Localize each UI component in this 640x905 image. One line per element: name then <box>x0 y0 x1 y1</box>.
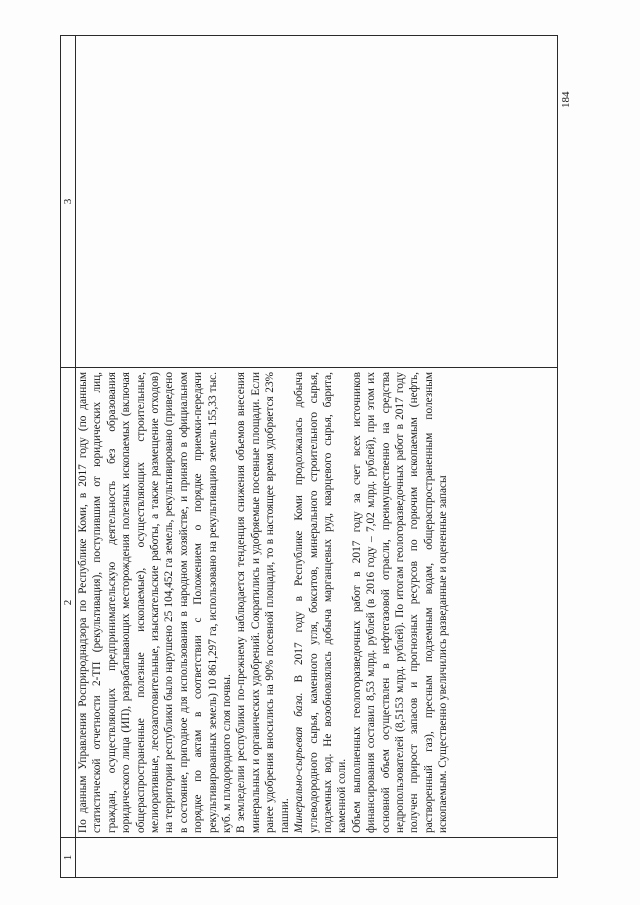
header-col-1: 1 <box>61 838 76 878</box>
paragraph-fertilizers: В земледелии республики по-прежнему наблюдается тенденция снижения объемов внесения минеральных и органических удобрений. Сократились и удобряемые посевные площади. Если ранее удобрения вносились на 90% посевной площади, то в настоящее время удобряется 23% пашни. <box>235 372 291 833</box>
rotated-table-canvas <box>60 36 580 878</box>
body-col-2 <box>76 368 558 838</box>
paragraph-geological-works: Объем выполненных геологоразведочных работ в 2017 году за счет всех источников финансирования составил 8,53 млрд. рублей (в 2016 году – 7,02 млрд. рублей), при этом их основной объем осуществлен в нефтегазовой отрасли, преимущественно на средства недропользователей (8,5153 млрд. рублей). По итогам геологоразведочных работ в 2017 году получен прирост запасов и прогнозных ресурсов по горючим ископаемым (нефть, растворенный газ), пресным подземным водам, общераспространенным полезным ископаемым. Существенно увеличились разведанные и оцененные запасы <box>350 372 450 833</box>
page-number: 184 <box>560 91 572 108</box>
header-col-3: 3 <box>61 36 76 368</box>
document-table <box>60 35 558 878</box>
mineral-base-heading: Минерально-сырьевая база. <box>293 692 306 833</box>
body-col-3 <box>76 36 558 368</box>
table-header-row <box>61 36 76 878</box>
body-col-1 <box>76 838 558 878</box>
table-body-row <box>76 36 558 878</box>
header-col-2: 2 <box>61 368 76 838</box>
paragraph-land-reclamation: По данным Управления Росприроднадзора по Республике Коми, в 2017 году (по данным статистической отчетности 2-ТП (рекультивация), поступившим от юридических лиц, граждан, осуществляющих предпринимательскую деятельность без образования юридического лица (ИП), разрабатывающих месторождения полезных ископаемых (включая общераспространенные полезные ископаемые), осуществляющих строительные, мелиоративные, лесозаготовительные, изыскательские работы, а также размещение отходов) на территории республики было нарушено 25 104,452 га земель, рекультивировано (приведено в состояние, пригодное для использования в народном хозяйстве, и принято в официальном порядке по актам в соответствии с Положением о порядке приемки-передачи рекультивированных земель) 10 861,297 га, использовано на рекультивацию земель 155,33 тыс. куб. м плодородного слоя почвы. <box>77 372 234 833</box>
paragraph-mineral-base: Минерально-сырьевая база. В 2017 году в Республике Коми продолжалась добыча углеводородного сырья, каменного угля, бокситов, минерального строительного сырья, подземных вод. Не возобновлялась добыча марганцевых руд, кварцевого сырья, барита, каменной соли. <box>293 372 349 833</box>
